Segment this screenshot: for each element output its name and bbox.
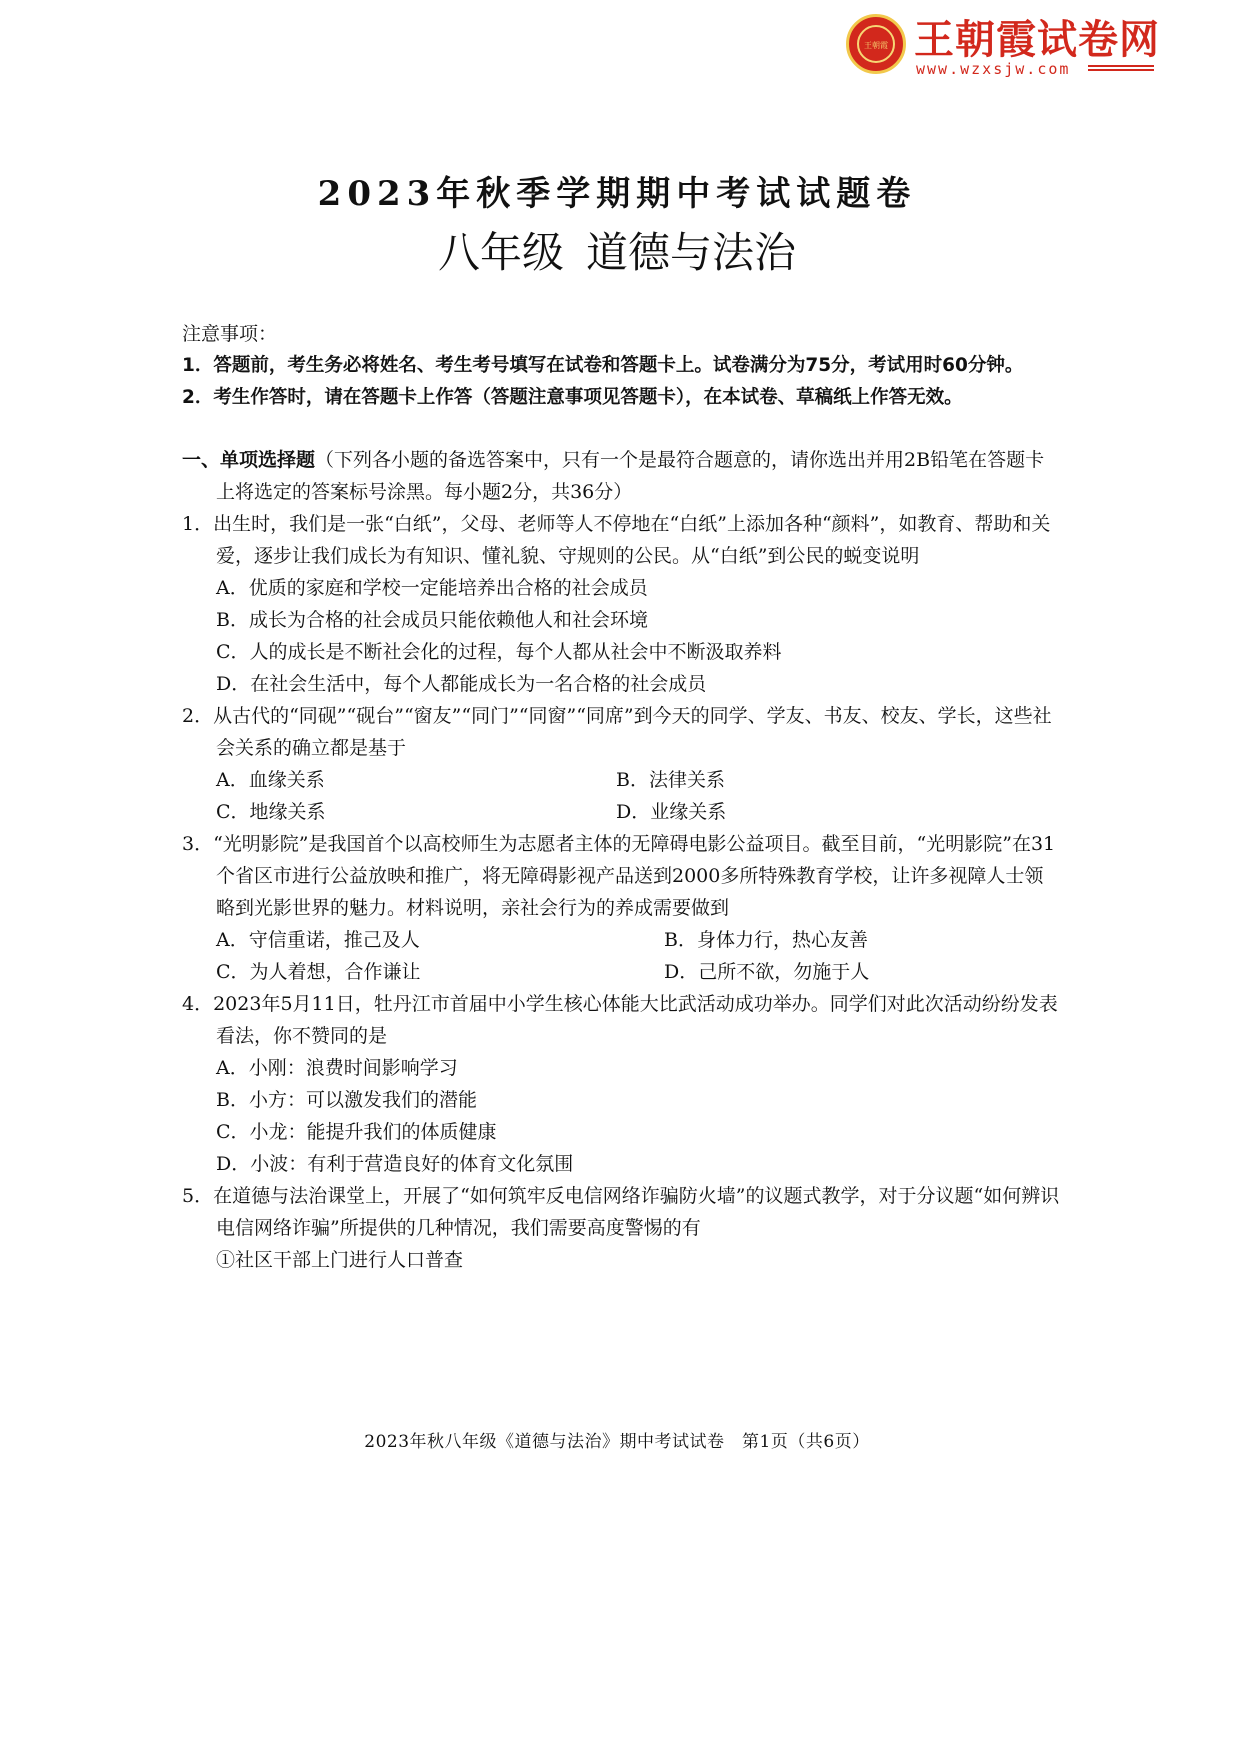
- notice-item: 1．答题前，考生务必将姓名、考生考号填写在试卷和答题卡上。试卷满分为75分，考试用时60分钟。: [182, 355, 1024, 376]
- section-desc: （下列各小题的备选答案中，只有一个是最符合题意的，请你选出并用2B铅笔在答题卡上将选定的答案标号涂黑。每小题2分，共36分）: [216, 449, 1045, 503]
- section-heading: [182, 444, 1062, 508]
- question-option: A．血缘关系: [216, 769, 325, 791]
- seal-emblem-icon: 王朝霞: [846, 14, 906, 74]
- question-option: B．法律关系: [616, 769, 725, 791]
- option-row: [182, 956, 1062, 988]
- notice-heading: 注意事项：: [182, 323, 278, 345]
- decorative-lines: [1088, 65, 1154, 75]
- question-option: B．成长为合格的社会成员只能依赖他人和社会环境: [216, 609, 648, 631]
- question-option: C．人的成长是不断社会化的过程，每个人都从社会中不断汲取养料: [216, 641, 782, 663]
- question-option: A．优质的家庭和学校一定能培养出合格的社会成员: [216, 577, 648, 599]
- grade-label: 八年级: [437, 228, 564, 277]
- question-option: C．小龙：能提升我们的体质健康: [216, 1121, 497, 1143]
- question-option: D．小波：有利于营造良好的体育文化氛围: [216, 1153, 574, 1175]
- page-footer: 2023年秋八年级《道德与法治》期中考试试卷 第1页（共6页）: [364, 1432, 870, 1452]
- brand-url: www.wzxsjw.com: [916, 60, 1071, 78]
- option-row: [182, 796, 1062, 828]
- question-option: A．守信重诺，推己及人: [216, 929, 420, 951]
- question-option: ①社区干部上门进行人口普查: [216, 1249, 464, 1271]
- question-option: D．业缘关系: [616, 801, 727, 823]
- question-option: C．地缘关系: [216, 801, 326, 823]
- question-stem: 5．在道德与法治课堂上，开展了“如何筑牢反电信网络诈骗防火墙”的议题式教学，对于分议题“如何辨识电信网络诈骗”所提供的几种情况，我们需要高度警惕的有: [182, 1185, 1060, 1239]
- exam-subtitle: [0, 220, 1234, 280]
- exam-content: [182, 318, 1062, 1276]
- question-stem: 1．出生时，我们是一张“白纸”，父母、老师等人不停地在“白纸”上添加各种“颜料”，如教育、帮助和关爱，逐步让我们成长为有知识、懂礼貌、守规则的公民。从“白纸”到公民的蜕变说明: [182, 513, 1051, 567]
- question-stem: 3．“光明影院”是我国首个以高校师生为志愿者主体的无障碍电影公益项目。截至目前，“光明影院”在31个省区市进行公益放映和推广，将无障碍影视产品送到2000多所特殊教育学校，让许多视障人士领略到光影世界的魅力。材料说明，亲社会行为的养成需要做到: [182, 833, 1056, 919]
- section-title: 一、单项选择题: [182, 449, 316, 471]
- exam-title: 2023年秋季学期期中考试试题卷: [317, 174, 917, 214]
- question-option: B．身体力行，热心友善: [664, 929, 868, 951]
- question-option: A．小刚：浪费时间影响学习: [216, 1057, 458, 1079]
- question-option: C．为人着想，合作谦让: [216, 961, 421, 983]
- notice-item: 2．考生作答时，请在答题卡上作答（答题注意事项见答题卡），在本试卷、草稿纸上作答无效。: [182, 387, 963, 408]
- option-row: [182, 924, 1062, 956]
- brand-logo: [838, 8, 1160, 82]
- question-option: D．己所不欲，勿施于人: [664, 961, 870, 983]
- question-option: B．小方：可以激发我们的潜能: [216, 1089, 477, 1111]
- question-stem: 4．2023年5月11日，牡丹江市首届中小学生核心体能大比武活动成功举办。同学们对此次活动纷纷发表看法，你不赞同的是: [182, 993, 1058, 1047]
- subject-label: 道德与法治: [586, 228, 797, 277]
- question-stem: 2．从古代的“同砚”“砚台”“窗友”“同门”“同窗”“同席”到今天的同学、学友、书友、校友、学长，这些社会关系的确立都是基于: [182, 705, 1052, 759]
- option-row: [182, 764, 1062, 796]
- brand-name: 王朝霞试卷网: [914, 17, 1160, 63]
- question-option: D．在社会生活中，每个人都能成长为一名合格的社会成员: [216, 673, 707, 695]
